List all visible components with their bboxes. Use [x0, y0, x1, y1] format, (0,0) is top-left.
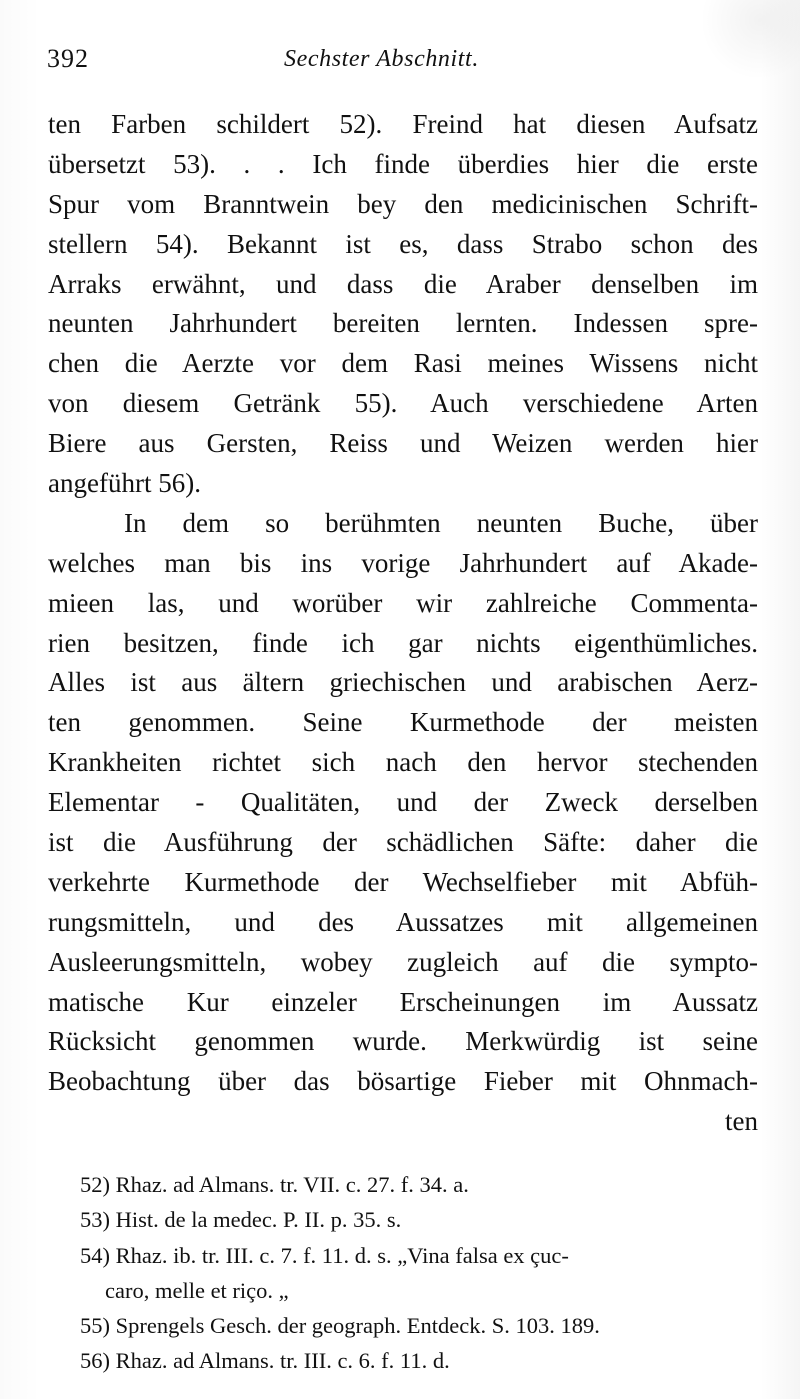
running-head: Sechster Abschnitt. — [284, 46, 479, 72]
footnote: 54) Rhaz. ib. tr. III. c. 7. f. 11. d. s. „Vina falsa ex çuc- — [80, 1242, 569, 1268]
text-line: Beobachtung über das bösartige Fieber mit Ohnmach- — [48, 1066, 758, 1097]
text-line: Rücksicht genommen wurde. Merkwürdig ist seine — [48, 1026, 758, 1057]
text-line: Krankheiten richtet sich nach den hervor stechenden — [48, 747, 758, 778]
text-line: welches man bis ins vorige Jahrhundert auf Akade- — [48, 547, 758, 578]
text-line: rien besitzen, finde ich gar nichts eigenthümliches. — [48, 627, 758, 658]
page-number: 392 — [47, 44, 89, 73]
text-line: mieen las, und worüber wir zahlreiche Commenta- — [48, 587, 758, 618]
footnotes — [80, 1167, 760, 1379]
text-line: ten genommen. Seine Kurmethode der meisten — [48, 707, 758, 738]
footnote: 53) Hist. de la medec. P. II. p. 35. s. — [80, 1207, 402, 1233]
text-line: Alles ist aus ältern griechischen und arabischen Aerz- — [48, 667, 758, 698]
body-text — [48, 105, 758, 1142]
text-line: Biere aus Gersten, Reiss und Weizen werden hier — [48, 428, 758, 459]
paragraph-first-line: In dem so berühmten neunten Buche, über — [124, 507, 758, 538]
page-header — [47, 44, 757, 80]
text-line: Spur vom Branntwein bey den medicinischen Schrift- — [48, 188, 758, 219]
text-line: rungsmitteln, und des Aussatzes mit allgemeinen — [48, 906, 758, 937]
text-line: chen die Aerzte vor dem Rasi meines Wissens nicht — [48, 348, 758, 379]
text-line: Arraks erwähnt, und dass die Araber denselben im — [48, 268, 758, 299]
footnote-continuation: caro, melle et riço. „ — [105, 1277, 289, 1303]
footnote: 52) Rhaz. ad Almans. tr. VII. c. 27. f. 34. a. — [80, 1172, 469, 1197]
text-line: von diesem Getränk 55). Auch verschiedene Arten — [48, 388, 758, 419]
text-line: ten Farben schildert 52). Freind hat diesen Aufsatz — [48, 109, 758, 139]
text-line: neunten Jahrhundert bereiten lernten. Indessen spre- — [48, 308, 758, 339]
footnote: 56) Rhaz. ad Almans. tr. III. c. 6. f. 11. d. — [80, 1348, 450, 1374]
text-line: stellern 54). Bekannt ist es, dass Strabo schon des — [48, 228, 758, 259]
catchword: ten — [725, 1106, 758, 1137]
text-line: Elementar - Qualitäten, und der Zweck derselben — [48, 787, 758, 818]
text-line: matische Kur einzeler Erscheinungen im Aussatz — [48, 986, 758, 1017]
text-line: ist die Ausführung der schädlichen Säfte: daher die — [48, 827, 758, 858]
text-line: übersetzt 53). . . Ich finde überdies hier die erste — [48, 148, 758, 179]
footnote: 55) Sprengels Gesch. der geograph. Entdeck. S. 103. 189. — [80, 1313, 600, 1339]
text-line: angeführt 56). — [48, 468, 201, 499]
text-line: Ausleerungsmitteln, wobey zugleich auf die sympto- — [48, 946, 758, 977]
text-line: verkehrte Kurmethode der Wechselfieber mit Abfüh- — [48, 866, 758, 897]
